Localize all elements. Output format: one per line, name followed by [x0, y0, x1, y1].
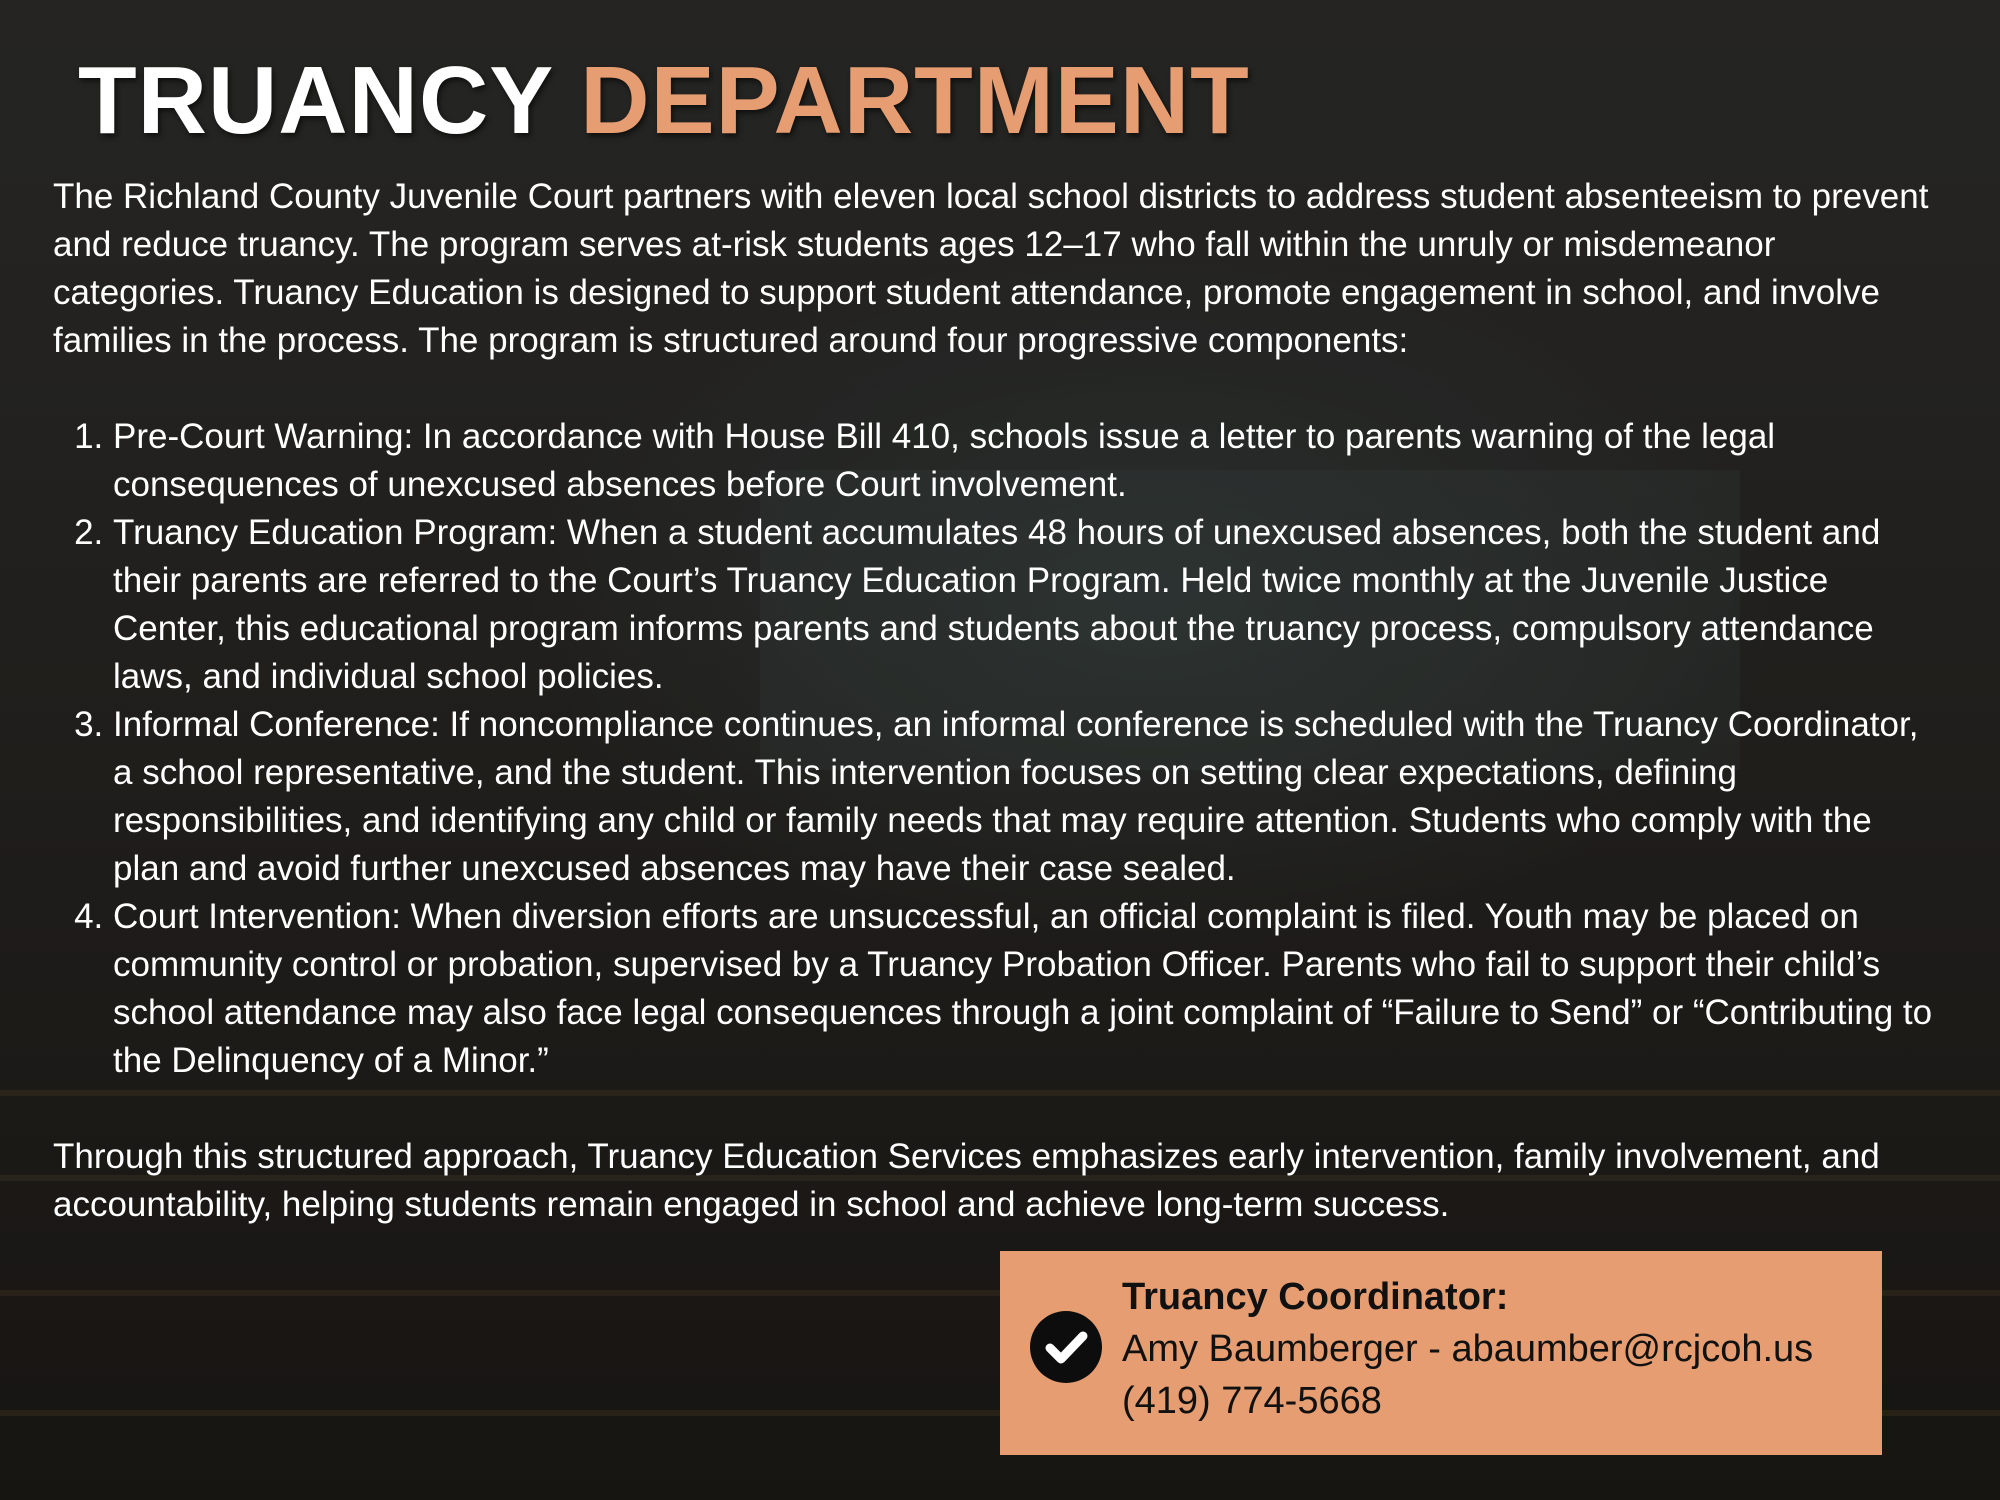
title-part-truancy: TRUANCY	[78, 47, 553, 154]
page-title	[78, 46, 1250, 156]
contact-name-email[interactable]: Amy Baumberger - abaumber@rcjcoh.us	[1122, 1328, 1814, 1370]
intro-paragraph: The Richland County Juvenile Court partners with eleven local school districts to address student absenteeism to prevent and reduce truancy. The program serves at-risk students ages 12–17 who fall within the unruly or misdemeanor categories. Truancy Education is designed to support student attendance, promote engagement in school, and involve families in the process. The program is structured around four progressive components:	[53, 177, 1929, 360]
contact-details	[1122, 1271, 1813, 1427]
list-item-informal-conference: 3. Informal Conference: If noncompliance continues, an informal conference is scheduled with the Truancy Coordinator, a school representative, and the student. This intervention focuses on setting clear expectations, defining responsibilities, and identifying any child or family needs that may require attention. Students who comply with the plan and avoid further unexcused absences may have their case sealed.	[113, 701, 1933, 893]
check-circle-icon	[1030, 1311, 1102, 1383]
program-components-list	[53, 413, 1933, 1085]
closing-paragraph: Through this structured approach, Truancy Education Services emphasizes early intervention, family involvement, and accountability, helping students remain engaged in school and achieve long-term success.	[53, 1137, 1880, 1224]
list-item-pre-court-warning: 1. Pre-Court Warning: In accordance with House Bill 410, schools issue a letter to parents warning of the legal consequences of unexcused absences before Court involvement.	[113, 413, 1933, 509]
list-item-court-intervention: 4. Court Intervention: When diversion efforts are unsuccessful, an official complaint is filed. Youth may be placed on community control or probation, supervised by a Truancy Probation Officer. Parents who fail to support their child’s school attendance may also face legal consequences through a joint complaint of “Failure to Send” or “Contributing to the Delinquency of a Minor.”	[113, 893, 1933, 1085]
contact-phone[interactable]: (419) 774-5668	[1122, 1380, 1382, 1422]
title-part-department: DEPARTMENT	[580, 47, 1250, 154]
contact-box	[1000, 1251, 1882, 1455]
contact-heading: Truancy Coordinator:	[1122, 1276, 1509, 1318]
list-item-truancy-education-program: 2. Truancy Education Program: When a student accumulates 48 hours of unexcused absences, both the student and their parents are referred to the Court’s Truancy Education Program. Held twice monthly at the Juvenile Justice Center, this educational program informs parents and students about the truancy process, compulsory attendance laws, and individual school policies.	[113, 509, 1933, 701]
main-content	[53, 173, 1933, 1229]
